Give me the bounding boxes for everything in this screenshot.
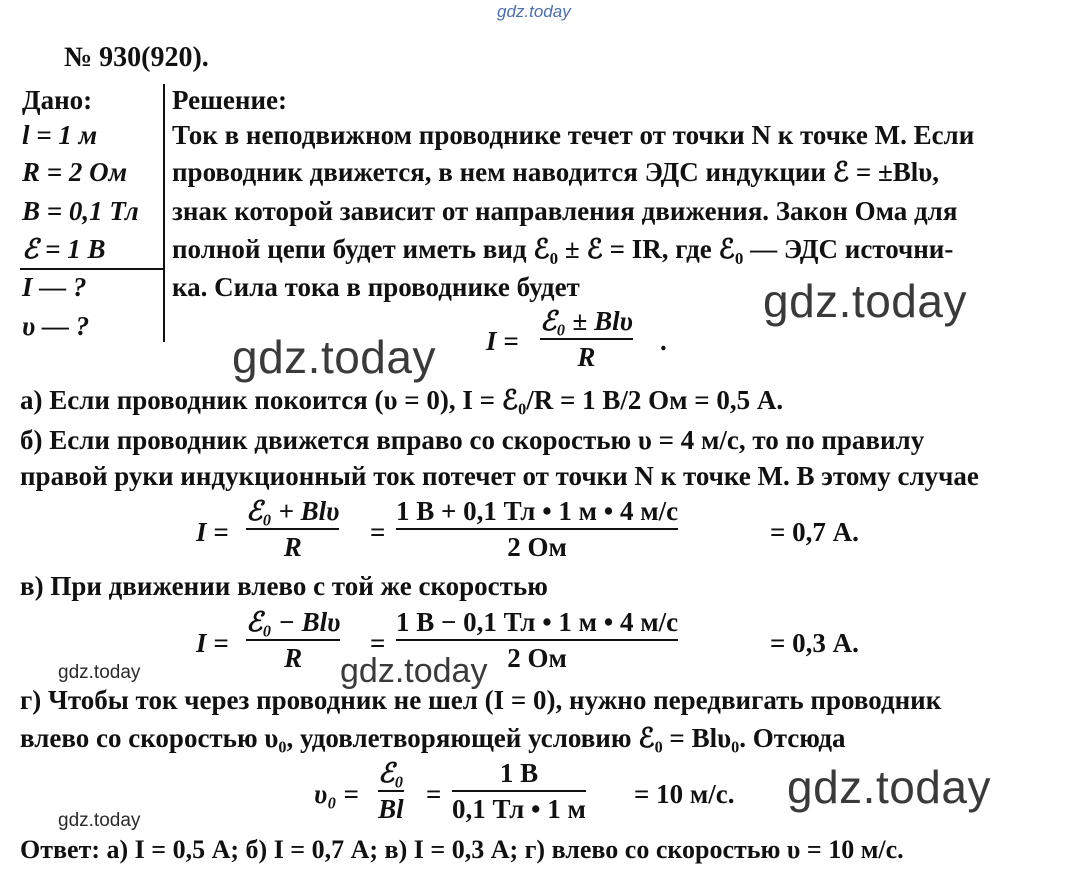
case-g-denominator-1: Bl [378, 794, 404, 824]
given-header: Дано: [22, 85, 93, 115]
case-b-denominator-1: R [283, 532, 302, 562]
fraction-bar [246, 528, 339, 530]
solution-line-4 [172, 233, 953, 275]
case-v-denominator-2: 2 Ом [507, 643, 567, 673]
problem-number: № 930(920). [64, 42, 209, 73]
case-b-numerator-1: ℰ₀ + Blυ [246, 496, 340, 526]
given-item-b: B = 0,1 Тл [22, 196, 139, 226]
case-b-denominator-2: 2 Ом [507, 532, 567, 562]
case-b-eq: = [370, 517, 386, 547]
case-v-lhs: I = [196, 628, 229, 658]
case-g-numerator-1: ℰ₀ [378, 758, 404, 788]
fraction-bar [378, 790, 404, 792]
solution-line-2: проводник движется, в нем наводится ЭДС индукции ℰ = ±Blυ, [172, 157, 940, 187]
case-g-denominator-2: 0,1 Тл • 1 м [452, 794, 586, 824]
watermark-1: gdz.today [763, 275, 967, 327]
case-v-denominator-1: R [284, 643, 303, 673]
case-v-numerator-1: ℰ₀ − Blυ [246, 607, 341, 637]
formula-main-lhs: I = [486, 326, 519, 356]
answer-line: Ответ: а) I = 0,5 А; б) I = 0,7 А; в) I = 0,3 А; г) влево со скоростью υ = 10 м/с. [20, 835, 904, 864]
case-v-numerator-2: 1 В − 0,1 Тл • 1 м • 4 м/с [396, 607, 679, 637]
case-b-fraction-2 [396, 496, 678, 562]
watermark-5: gdz.today [787, 761, 991, 813]
case-v-fraction-2 [396, 607, 678, 673]
case-g-text-1: г) Чтобы ток через проводник не шел (I = 0), нужно передвигать проводник [20, 685, 942, 715]
formula-main-end: . [660, 326, 667, 356]
case-b-numerator-2: 1 В + 0,1 Тл • 1 м • 4 м/с [396, 496, 679, 526]
case-v-result: = 0,3 А. [770, 628, 859, 658]
given-find-divider [20, 268, 165, 270]
case-b-fraction-1 [246, 496, 339, 562]
case-g-lhs: υ₀ = [314, 779, 359, 809]
fraction-bar [540, 338, 633, 340]
solution-line-5: ка. Сила тока в проводнике будет [172, 272, 580, 302]
case-g-result: = 10 м/с. [634, 779, 735, 809]
watermark-6: gdz.today [58, 810, 141, 831]
solution-line-3: знак которой зависит от направления движения. Закон Ома для [172, 196, 958, 226]
subscript-zero: 0 [549, 249, 559, 268]
solution-header: Решение: [172, 85, 287, 115]
case-v-eq: = [370, 628, 386, 658]
watermark-top: gdz.today [497, 2, 571, 21]
fraction-bar [396, 639, 678, 641]
given-item-r: R = 2 Ом [22, 157, 128, 187]
case-a-text: а) Если проводник покоится (υ = 0), I = ℰ₀/R = 1 В/2 Ом = 0,5 А. [20, 385, 784, 415]
case-v-fraction-1 [246, 607, 340, 673]
case-b-result: = 0,7 А. [770, 517, 859, 547]
watermark-3: gdz.today [58, 662, 141, 683]
case-v-text-1: в) При движении влево с той же скоростью [20, 571, 548, 601]
watermark-4: gdz.today [340, 652, 488, 690]
case-g-fraction-1 [378, 758, 404, 824]
formula-main-fraction [540, 306, 633, 372]
given-divider [163, 84, 165, 342]
find-item-velocity: υ — ? [22, 311, 90, 341]
case-b-lhs: I = [196, 517, 229, 547]
formula-main-denominator: R [577, 342, 596, 372]
fraction-bar [246, 639, 340, 641]
formula-main-numerator: ℰ₀ ± Blυ [540, 306, 633, 336]
solution-line-1: Ток в неподвижном проводнике течет от точки N к точке M. Если [172, 120, 975, 150]
find-item-current: I — ? [22, 272, 87, 302]
case-b-text-1: б) Если проводник движется вправо со скоростью υ = 4 м/с, то по правилу [20, 425, 925, 455]
case-g-eq: = [426, 779, 442, 809]
fraction-bar [452, 790, 586, 792]
given-item-l: l = 1 м [22, 120, 98, 150]
watermark-2: gdz.today [232, 331, 436, 383]
solution-line-4-start: полной цепи будет иметь вид ℰ [172, 234, 550, 264]
solution-line-4-mid: ± ℰ = IR, где ℰ [558, 234, 735, 264]
case-g-text-2: влево со скоростью υ₀, удовлетворяющей условию ℰ₀ = Blυ₀. Отсюда [20, 723, 846, 753]
case-g-fraction-2 [452, 758, 586, 824]
case-b-text-2: правой руки индукционный ток потечет от точки N к точке M. В этому случае [20, 461, 979, 491]
case-g-numerator-2: 1 В [499, 758, 539, 788]
solution-line-4-end: — ЭДС источни- [743, 234, 954, 264]
subscript-zero: 0 [734, 249, 744, 268]
fraction-bar [396, 528, 678, 530]
given-item-emf: ℰ = 1 В [22, 234, 106, 264]
